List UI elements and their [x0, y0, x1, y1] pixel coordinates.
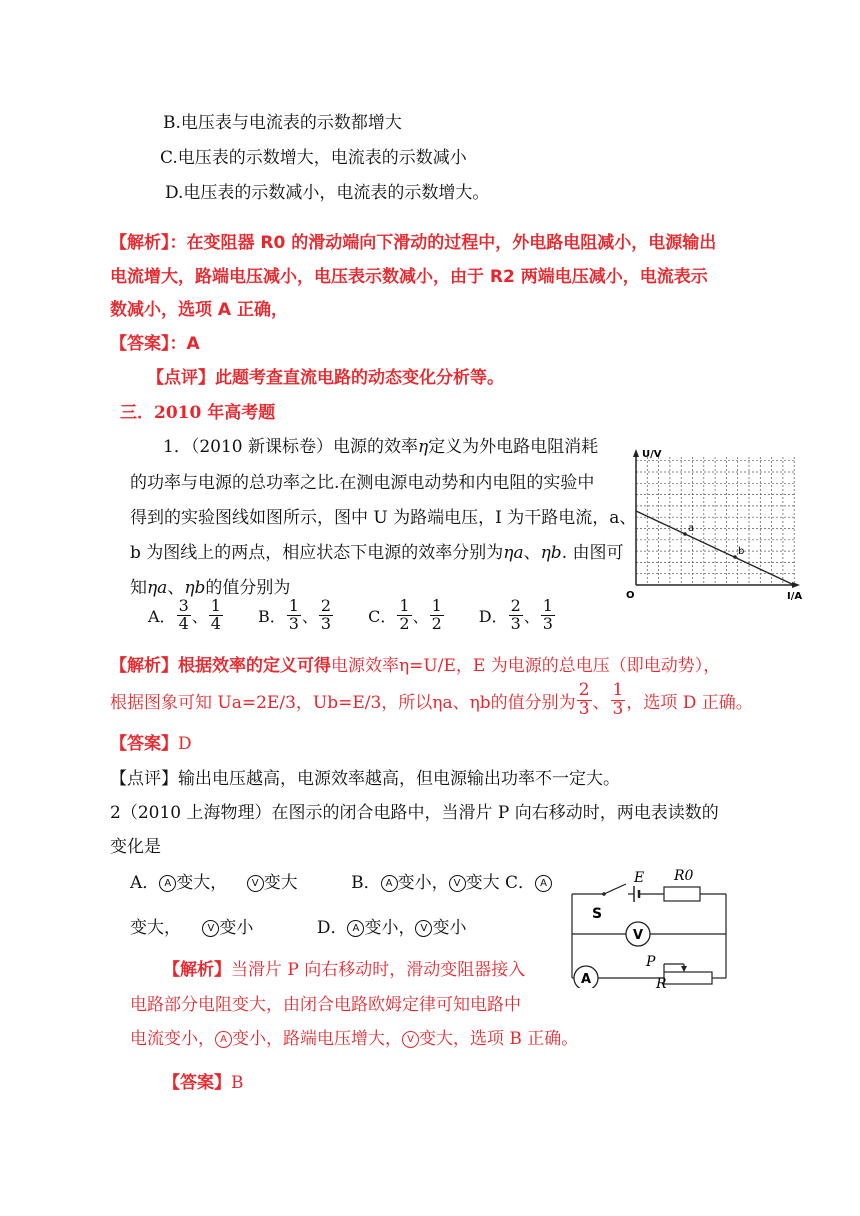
q1-options: [148, 598, 556, 633]
analysis-1-line-1: 【解析】：在变阻器 R0 的滑动端向下滑动的过程中，外电路电阻减小，电源输出: [110, 233, 717, 253]
svg-text:A: A: [580, 972, 592, 987]
rheostat-r: [664, 972, 712, 984]
point-b-label: b: [738, 546, 745, 557]
q1-uv-graph: [624, 445, 810, 603]
answer-2: 【答案】D: [110, 734, 192, 754]
comment-2: 【点评】输出电压越高，电源效率越高，但电源输出功率不一定大。: [110, 769, 620, 789]
svg-text:E: E: [634, 870, 645, 886]
q1-line-3: 得到的实验图线如图所示，图中 U 为路端电压，I 为干路电流，a、: [130, 508, 637, 528]
analysis-3-line-2: 电路部分电阻变大，由闭合电路欧姆定律可知电路中: [130, 995, 521, 1015]
point-a-label: a: [688, 523, 695, 534]
slider-arrow: [681, 966, 687, 972]
voltmeter-icon: V: [247, 875, 264, 892]
q2-circuit-diagram: [560, 860, 740, 988]
y-axis-label: U/V: [642, 449, 662, 460]
ammeter-icon: A: [215, 1031, 232, 1048]
svg-text:V: V: [632, 928, 644, 943]
option-c-prev: C.电压表的示数增大，电流表的示数减小: [160, 148, 467, 168]
ammeter-icon: A: [381, 875, 398, 892]
origin-label: O: [626, 590, 635, 601]
q1-line-2: 的功率与电源的总功率之比.在测电源电动势和内电阻的实验中: [130, 473, 595, 493]
q1-line-1: 1．（2010 新课标卷）电源的效率η定义为外电路电阻消耗: [163, 437, 599, 457]
ammeter-icon: A: [535, 875, 552, 892]
x-axis-label: I/A: [787, 591, 803, 602]
voltmeter-icon: V: [202, 920, 219, 937]
q1-option-D: D． $\frac{2}{3}$ 、 $\frac{1}{3}$: [478, 596, 553, 633]
ammeter-icon: A: [347, 920, 364, 937]
analysis-1-line-3: 数减小，选项 A 正确，: [110, 300, 288, 320]
svg-text:S: S: [592, 906, 603, 922]
graph-grid: [636, 457, 794, 585]
svg-text:R: R: [656, 976, 667, 988]
analysis-2-line-2: 根据图象可知 Ua=2E/3，Ub=E/3，所以ηa、ηb的值分别为 $\frac{2}{3}$ 、 $\frac{1}{3}$ ，选项 D 正确。: [110, 680, 753, 719]
comment-1: 【点评】此题考查直流电路的动态变化分析等。: [147, 368, 504, 388]
q2-line-1: 2（2010 上海物理）在图示的闭合电路中，当滑片 P 向右移动时，两电表读数的: [110, 803, 719, 823]
resistor-r0: [664, 887, 700, 901]
switch-lever: [604, 884, 626, 894]
option-d-prev: D.电压表的示数减小，电流表的示数增大。: [165, 183, 490, 203]
voltmeter-icon: V: [402, 1031, 419, 1048]
answer-1: 【答案】：A: [110, 334, 200, 354]
svg-text:R0: R0: [674, 868, 694, 884]
option-b-prev: B.电压表与电流表的示数都增大: [163, 113, 402, 133]
voltmeter-icon: V: [449, 875, 466, 892]
point-a-mark: [683, 532, 687, 536]
q1-option-B: B． $\frac{1}{3}$ 、 $\frac{2}{3}$: [257, 596, 332, 633]
point-b-mark: [733, 555, 737, 559]
analysis-1-line-2: 电流增大，路端电压减小，电压表示数减小，由于 R2 两端电压减小，电流表示: [110, 267, 708, 287]
answer-3: 【答案】B: [163, 1073, 244, 1093]
voltmeter-icon: V: [415, 920, 432, 937]
fraction-2-3: $\frac{2}{3}$: [578, 680, 590, 719]
analysis-2-line-1: 【解析】根据效率的定义可得电源效率η=U/E，E 为电源的总电压（即电动势），: [110, 656, 721, 676]
y-axis-arrow: [633, 449, 639, 457]
q1-option-C: C． $\frac{1}{2}$ 、 $\frac{1}{2}$: [368, 596, 442, 633]
analysis-3-line-1: 【解析】当滑片 P 向右移动时，滑动变阻器接入: [163, 960, 526, 980]
svg-text:P: P: [646, 954, 656, 970]
fraction-1-3: $\frac{1}{3}$: [612, 680, 624, 719]
q2-options-row-1: A． A 变大， V 变大 B． A 变小， V 变大 C． A: [130, 868, 552, 893]
q1-line-5: 知ηa、ηb的值分别为: [130, 578, 291, 598]
section-heading: 三．2010 年高考题: [120, 403, 276, 423]
ammeter-icon: A: [159, 875, 176, 892]
q2-line-2: 变化是: [110, 837, 161, 857]
q1-option-A: A． $\frac{3}{4}$ 、 $\frac{1}{4}$: [148, 596, 221, 633]
analysis-3-line-3: 电流变小， A 变小，路端电压增大， V 变大，选项 B 正确。: [130, 1029, 579, 1049]
q1-line-4: b 为图线上的两点，相应状态下电源的效率分别为ηa、ηb. 由图可: [130, 543, 624, 563]
q2-options-row-2: 变大， V 变小 D． A 变小， V 变小: [130, 918, 467, 938]
